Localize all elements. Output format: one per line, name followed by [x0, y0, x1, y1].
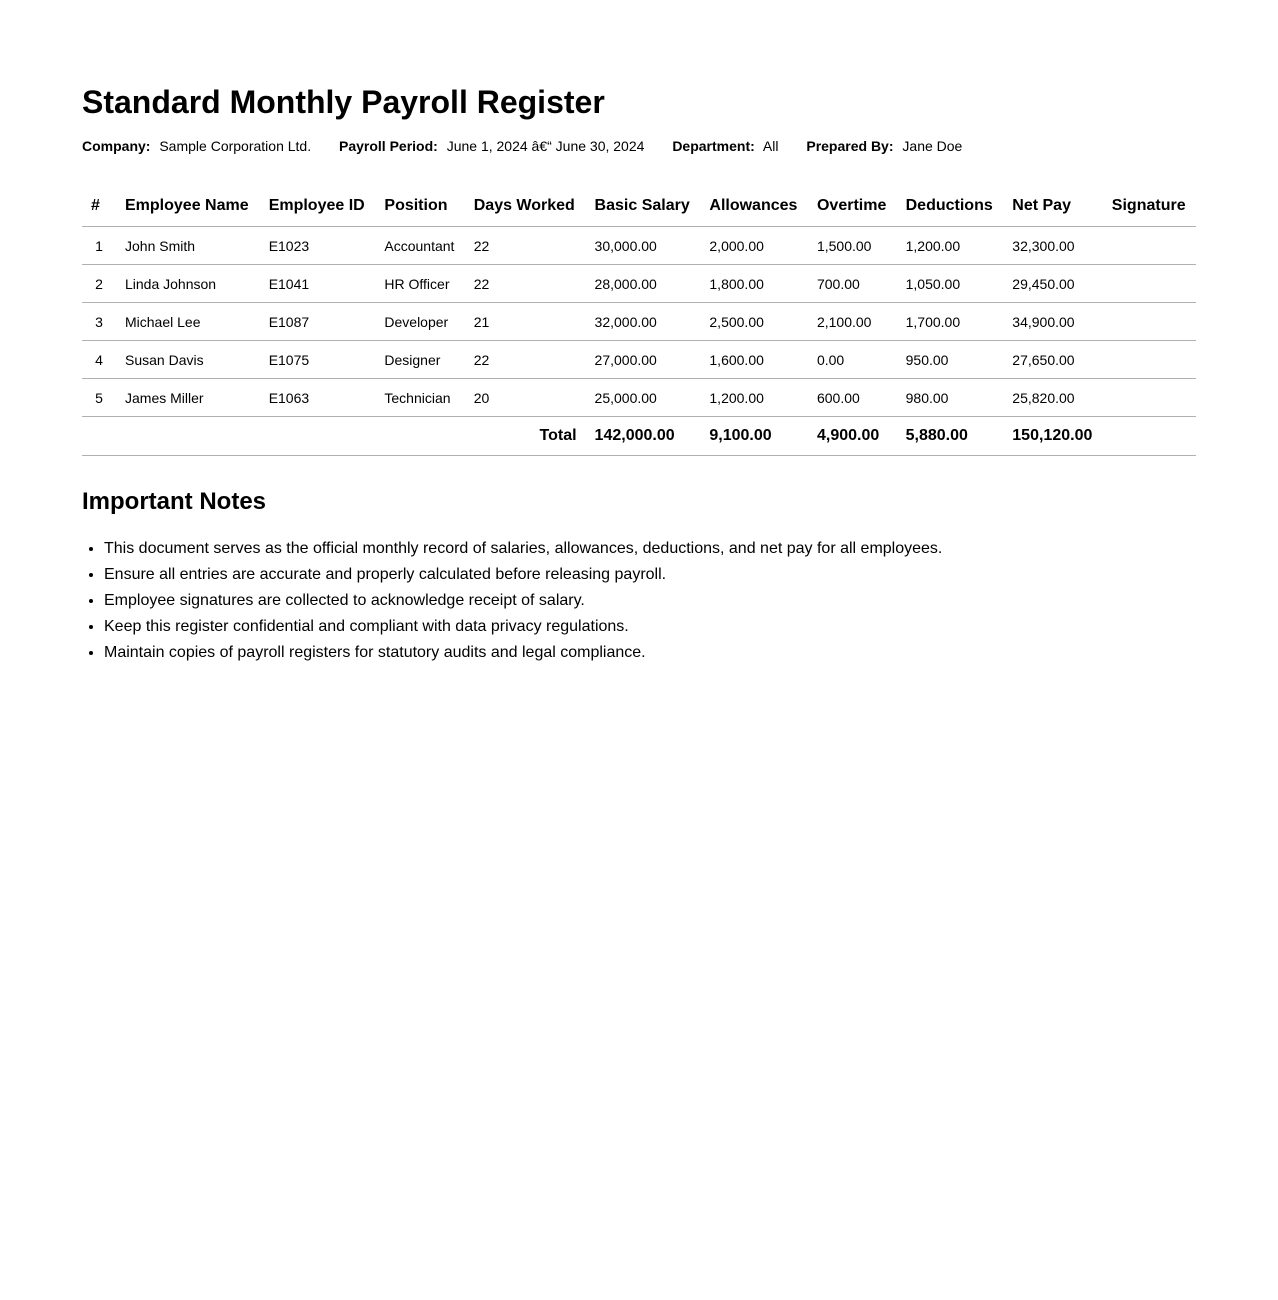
cell-deductions: 1,050.00: [897, 265, 1004, 303]
cell-allowances: 1,600.00: [700, 341, 808, 379]
list-item: • Employee signatures are collected to acknowledge receipt of salary.: [104, 588, 1196, 614]
cell-position: Technician: [375, 379, 464, 417]
list-item: • Keep this register confidential and compliant with data privacy regulations.: [104, 614, 1196, 640]
table-row: [82, 265, 1196, 303]
cell-overtime: 700.00: [808, 265, 897, 303]
cell-number: 4: [82, 341, 116, 379]
cell-employee-name: Susan Davis: [116, 341, 260, 379]
header-employee-name: Employee Name: [116, 185, 260, 227]
cell-overtime: 600.00: [808, 379, 897, 417]
cell-employee-id: E1075: [260, 341, 376, 379]
cell-deductions: 950.00: [897, 341, 1004, 379]
table-row: [82, 303, 1196, 341]
cell-days-worked: 20: [465, 379, 586, 417]
meta-prepared-by-value: Jane Doe: [902, 138, 963, 154]
notes-list: [82, 536, 1196, 666]
cell-days-worked: 22: [465, 227, 586, 265]
table-row: [82, 341, 1196, 379]
notes-heading: Important Notes: [82, 488, 267, 515]
meta-company-value: Sample Corporation Ltd.: [159, 138, 312, 154]
cell-net-pay: 25,820.00: [1003, 379, 1103, 417]
total-basic-salary: 142,000.00: [586, 417, 701, 456]
cell-deductions: 1,200.00: [897, 227, 1004, 265]
cell-basic-salary: 30,000.00: [586, 227, 701, 265]
cell-number: 2: [82, 265, 116, 303]
cell-number: 1: [82, 227, 116, 265]
cell-deductions: 1,700.00: [897, 303, 1004, 341]
cell-allowances: 2,000.00: [700, 227, 808, 265]
cell-overtime: 2,100.00: [808, 303, 897, 341]
meta-period-label: Payroll Period:: [339, 138, 438, 154]
meta-department-value: All: [762, 138, 779, 154]
header-overtime: Overtime: [808, 185, 897, 227]
cell-allowances: 2,500.00: [700, 303, 808, 341]
document-meta: [82, 137, 1196, 155]
cell-days-worked: 22: [465, 265, 586, 303]
cell-net-pay: 27,650.00: [1003, 341, 1103, 379]
cell-allowances: 1,200.00: [700, 379, 808, 417]
total-signature: [1103, 417, 1196, 456]
total-deductions: 5,880.00: [897, 417, 1004, 456]
cell-signature: [1103, 341, 1196, 379]
table-row: [82, 379, 1196, 417]
table-header-row: [82, 185, 1196, 227]
cell-basic-salary: 28,000.00: [586, 265, 701, 303]
cell-allowances: 1,800.00: [700, 265, 808, 303]
meta-period-value: June 1, 2024 â€“ June 30, 2024: [446, 138, 645, 154]
cell-employee-id: E1063: [260, 379, 376, 417]
header-allowances: Allowances: [700, 185, 808, 227]
cell-position: HR Officer: [375, 265, 464, 303]
totals-row: [82, 417, 1196, 456]
cell-employee-name: Linda Johnson: [116, 265, 260, 303]
cell-employee-id: E1087: [260, 303, 376, 341]
header-number: #: [82, 185, 116, 227]
cell-net-pay: 34,900.00: [1003, 303, 1103, 341]
header-position: Position: [375, 185, 464, 227]
meta-period: [339, 137, 644, 155]
cell-basic-salary: 27,000.00: [586, 341, 701, 379]
list-item: • Ensure all entries are accurate and properly calculated before releasing payroll.: [104, 562, 1196, 588]
cell-employee-name: John Smith: [116, 227, 260, 265]
cell-days-worked: 22: [465, 341, 586, 379]
meta-company-label: Company:: [82, 138, 151, 154]
cell-position: Developer: [375, 303, 464, 341]
page-title: Standard Monthly Payroll Register: [82, 84, 605, 120]
cell-days-worked: 21: [465, 303, 586, 341]
header-net-pay: Net Pay: [1003, 185, 1103, 227]
cell-signature: [1103, 303, 1196, 341]
cell-employee-name: James Miller: [116, 379, 260, 417]
cell-deductions: 980.00: [897, 379, 1004, 417]
payroll-table: [82, 185, 1196, 456]
cell-position: Accountant: [375, 227, 464, 265]
total-allowances: 9,100.00: [700, 417, 808, 456]
meta-department-label: Department:: [672, 138, 755, 154]
totals-label: Total: [82, 417, 586, 456]
header-basic-salary: Basic Salary: [586, 185, 701, 227]
cell-signature: [1103, 379, 1196, 417]
cell-employee-name: Michael Lee: [116, 303, 260, 341]
cell-position: Designer: [375, 341, 464, 379]
meta-prepared-by: [806, 137, 962, 155]
header-deductions: Deductions: [897, 185, 1004, 227]
cell-signature: [1103, 227, 1196, 265]
cell-basic-salary: 25,000.00: [586, 379, 701, 417]
meta-department: [672, 137, 778, 155]
cell-signature: [1103, 265, 1196, 303]
table-row: [82, 227, 1196, 265]
cell-employee-id: E1041: [260, 265, 376, 303]
header-days-worked: Days Worked: [465, 185, 586, 227]
list-item: • Maintain copies of payroll registers for statutory audits and legal compliance.: [104, 640, 1196, 666]
meta-company: [82, 137, 311, 155]
header-employee-id: Employee ID: [260, 185, 376, 227]
cell-basic-salary: 32,000.00: [586, 303, 701, 341]
cell-net-pay: 29,450.00: [1003, 265, 1103, 303]
cell-overtime: 1,500.00: [808, 227, 897, 265]
cell-net-pay: 32,300.00: [1003, 227, 1103, 265]
cell-employee-id: E1023: [260, 227, 376, 265]
total-overtime: 4,900.00: [808, 417, 897, 456]
cell-number: 3: [82, 303, 116, 341]
cell-number: 5: [82, 379, 116, 417]
meta-prepared-by-label: Prepared By:: [806, 138, 894, 154]
header-signature: Signature: [1103, 185, 1196, 227]
list-item: • This document serves as the official monthly record of salaries, allowances, deductions, and net pay for all employees.: [104, 536, 1196, 562]
cell-overtime: 0.00: [808, 341, 897, 379]
total-net-pay: 150,120.00: [1003, 417, 1103, 456]
